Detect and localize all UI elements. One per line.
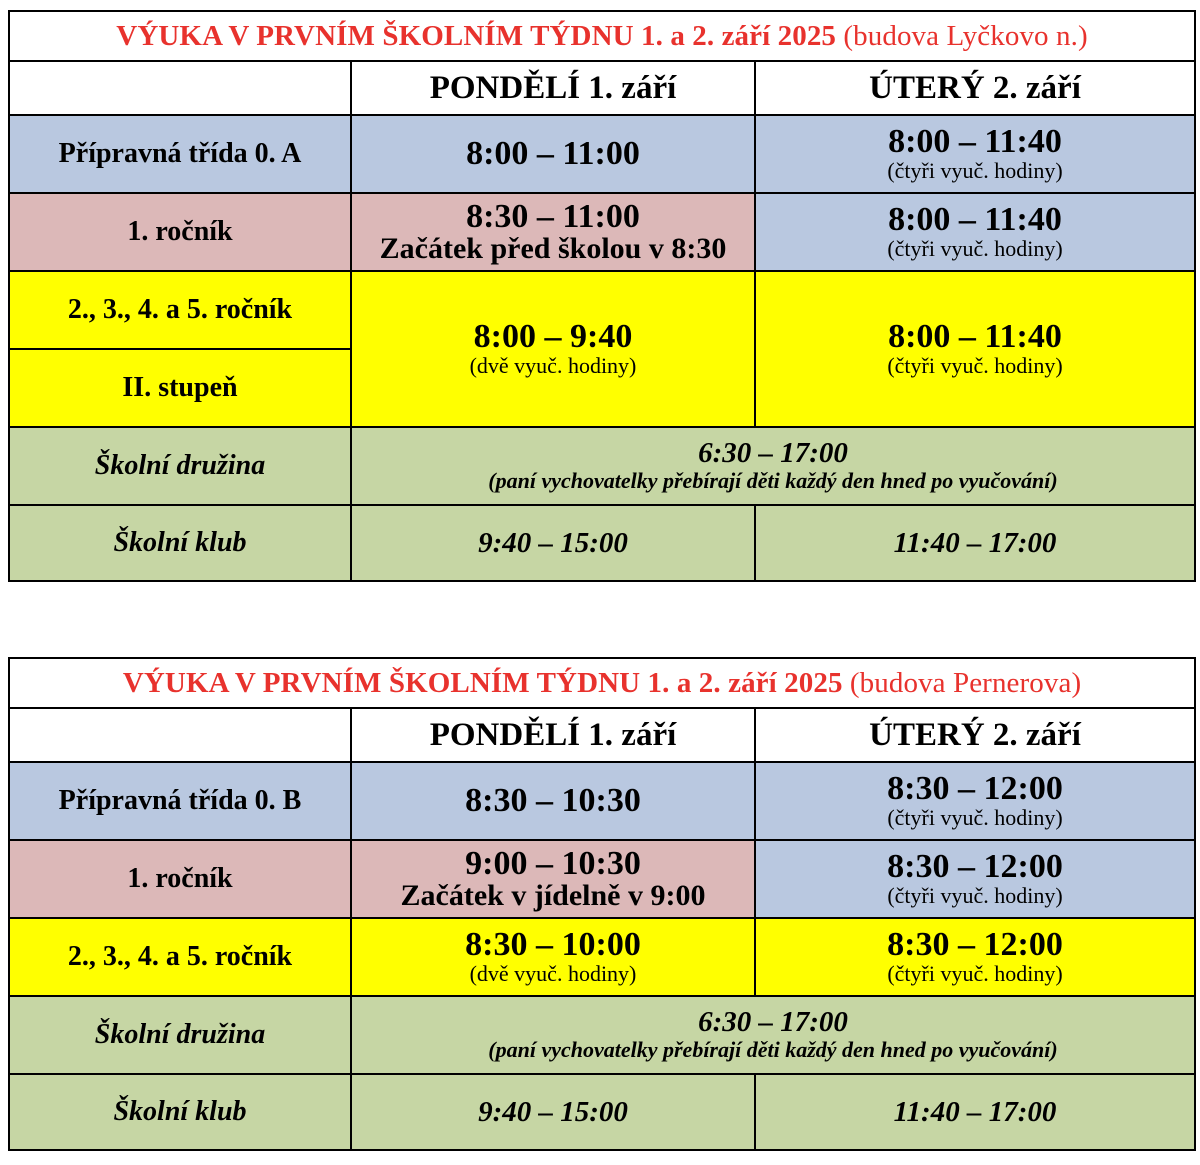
cell-first-day2 <box>755 840 1195 918</box>
row-label-prep: Přípravná třída 0. A <box>9 115 351 193</box>
header-day2: ÚTERÝ 2. září <box>755 61 1195 115</box>
time-value: 8:00 – 11:40 <box>888 318 1062 355</box>
cell-prep-day1 <box>351 115 755 193</box>
time-note: (čtyři vyuč. hodiny) <box>887 961 1063 986</box>
cell-first-day1 <box>351 840 755 918</box>
time-value: 8:30 – 12:00 <box>887 770 1063 807</box>
druzina-note: (paní vychovatelky přebírají děti každý den hned po vyučování) <box>488 1037 1058 1062</box>
header-day1: PONDĚLÍ 1. září <box>351 61 755 115</box>
time-value: 8:00 – 11:40 <box>888 201 1062 238</box>
time-value: 6:30 – 17:00 <box>698 437 848 469</box>
cell-druzina <box>351 996 1195 1074</box>
header-day2: ÚTERÝ 2. září <box>755 708 1195 762</box>
time-value: 9:40 – 15:00 <box>478 1096 628 1128</box>
cell-grades-day2 <box>755 271 1195 427</box>
title-building: (budova Pernerova) <box>849 666 1082 699</box>
row-label-club: Školní klub <box>9 1074 351 1150</box>
header-day1: PONDĚLÍ 1. září <box>351 708 755 762</box>
cell-druzina <box>351 427 1195 505</box>
row-label-grades: 2., 3., 4. a 5. ročník <box>9 918 351 996</box>
row-label-club: Školní klub <box>9 505 351 581</box>
time-note: (čtyři vyuč. hodiny) <box>887 158 1063 183</box>
time-value: 8:30 – 10:00 <box>465 926 641 963</box>
cell-first-day1 <box>351 193 755 271</box>
table-title <box>9 658 1195 708</box>
header-empty-cell <box>9 708 351 762</box>
row-label-second-stage: II. stupeň <box>9 349 351 427</box>
schedule-table-pernerova <box>8 657 1196 1151</box>
time-value: 11:40 – 17:00 <box>893 527 1057 559</box>
row-label-grades: 2., 3., 4. a 5. ročník <box>9 271 351 349</box>
time-value: 8:30 – 12:00 <box>887 926 1063 963</box>
time-note: (dvě vyuč. hodiny) <box>469 353 637 378</box>
row-label-druzina: Školní družina <box>9 996 351 1074</box>
druzina-note: (paní vychovatelky přebírají děti každý den hned po vyučování) <box>488 468 1058 493</box>
cell-club-day2 <box>755 1074 1195 1150</box>
start-note: Začátek před školou v 8:30 <box>379 232 727 265</box>
header-empty-cell <box>9 61 351 115</box>
time-value: 8:30 – 10:30 <box>465 782 641 819</box>
time-value: 6:30 – 17:00 <box>698 1006 848 1038</box>
time-value: 8:00 – 9:40 <box>473 318 633 355</box>
time-value: 8:00 – 11:40 <box>888 123 1062 160</box>
time-note: (čtyři vyuč. hodiny) <box>887 883 1063 908</box>
cell-prep-day2 <box>755 115 1195 193</box>
row-label-prep: Přípravná třída 0. B <box>9 762 351 840</box>
row-label-first: 1. ročník <box>9 193 351 271</box>
time-value: 8:00 – 11:00 <box>466 135 640 172</box>
row-label-first: 1. ročník <box>9 840 351 918</box>
cell-prep-day1 <box>351 762 755 840</box>
cell-first-day2 <box>755 193 1195 271</box>
cell-club-day1 <box>351 1074 755 1150</box>
row-label-druzina: Školní družina <box>9 427 351 505</box>
time-note: (čtyři vyuč. hodiny) <box>887 805 1063 830</box>
cell-club-day2 <box>755 505 1195 581</box>
title-main: VÝUKA V PRVNÍM ŠKOLNÍM TÝDNU 1. a 2. září 2025 <box>116 19 837 52</box>
schedule-table-lyckovo <box>8 10 1196 582</box>
title-main: VÝUKA V PRVNÍM ŠKOLNÍM TÝDNU 1. a 2. září 2025 <box>122 666 843 699</box>
time-value: 8:30 – 12:00 <box>887 848 1063 885</box>
time-value: 9:00 – 10:30 <box>465 845 641 882</box>
time-note: (čtyři vyuč. hodiny) <box>887 353 1063 378</box>
time-value: 8:30 – 11:00 <box>466 198 640 235</box>
time-note: (čtyři vyuč. hodiny) <box>887 236 1063 261</box>
time-note: (dvě vyuč. hodiny) <box>469 961 637 986</box>
cell-prep-day2 <box>755 762 1195 840</box>
title-building: (budova Lyčkovo n.) <box>843 19 1088 52</box>
start-note: Začátek v jídelně v 9:00 <box>400 879 706 912</box>
cell-grades-day1 <box>351 271 755 427</box>
cell-grades-day1 <box>351 918 755 996</box>
cell-club-day1 <box>351 505 755 581</box>
time-value: 9:40 – 15:00 <box>478 527 628 559</box>
time-value: 11:40 – 17:00 <box>893 1096 1057 1128</box>
cell-grades-day2 <box>755 918 1195 996</box>
table-title <box>9 11 1195 61</box>
